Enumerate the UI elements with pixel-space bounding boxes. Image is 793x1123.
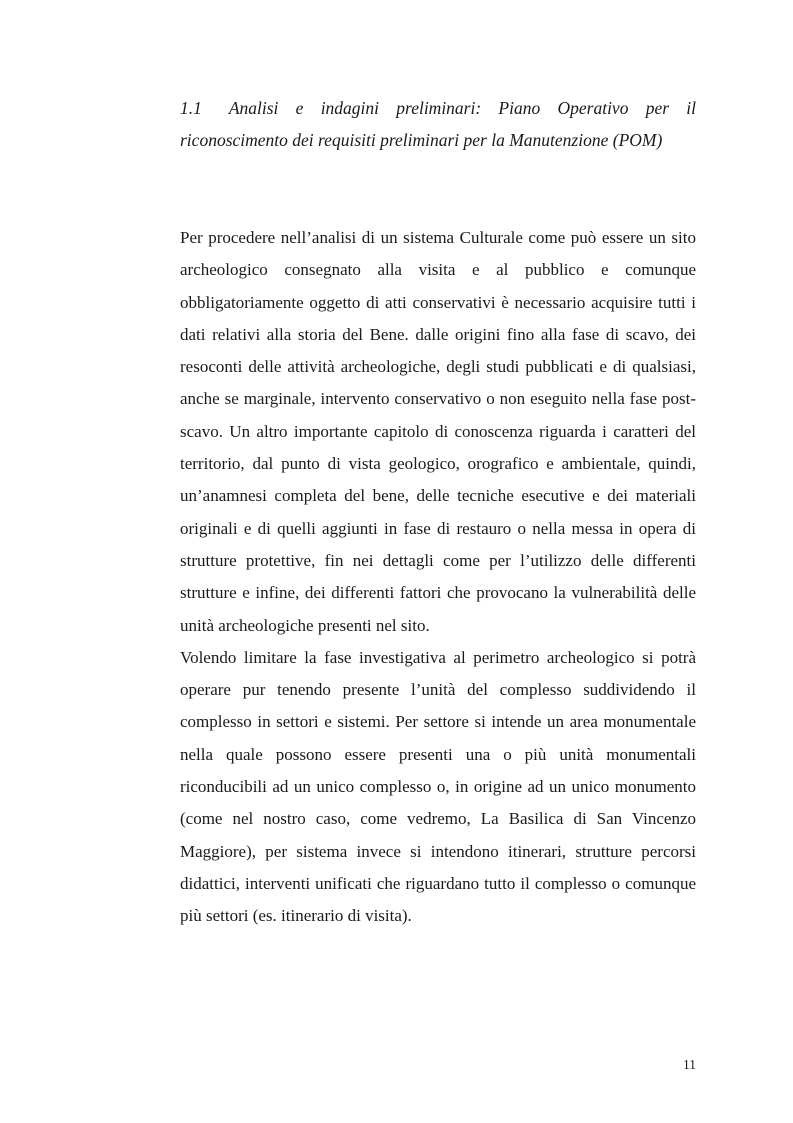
section-number: 1.1	[180, 98, 202, 118]
body-text	[180, 222, 696, 933]
section-title: Analisi e indagini preliminari: Piano Operativo per il riconoscimento dei requisiti preliminari per la Manutenzione (POM)	[180, 98, 697, 150]
paragraph: Volendo limitare la fase investigativa al perimetro archeologico si potrà operare pur tenendo presente l’unità del complesso suddividendo il complesso in settori e sistemi. Per settore si intende un area monumentale nella quale possono essere presenti una o più unità monumentali riconducibili ad un unico complesso o, in origine ad un unico monumento (come nel nostro caso, come vedremo, La Basilica di San Vincenzo Maggiore), per sistema invece si intendono itinerari, strutture percorsi didattici, interventi unificati che riguardano tutto il complesso o comunque più settori (es. itinerario di visita).	[180, 647, 696, 926]
section-heading	[180, 92, 696, 156]
paragraph: Per procedere nell’analisi di un sistema Culturale come può essere un sito archeologico consegnato alla visita e al pubblico e comunque obbligatoriamente oggetto di atti conservativi è necessario acquisire tutti i dati relativi alla storia del Bene. dalle origini fino alla fase di scavo, dei resoconti delle attività archeologiche, degli studi pubblicati e di qualsiasi, anche se marginale, intervento conservativo o non eseguito nella fase post-scavo. Un altro importante capitolo di conoscenza riguarda i caratteri del territorio, dal punto di vista geologico, orografico e ambientale, quindi, un’anamnesi completa del bene, delle tecniche esecutive e dei materiali originali e di quelli aggiunti in fase di restauro o nella messa in opera di strutture protettive, fin nei dettagli come per l’utilizzo delle differenti strutture e infine, dei differenti fattori che provocano la vulnerabilità delle unità archeologiche presenti nel sito.	[180, 228, 696, 635]
page-number: 11	[683, 1057, 696, 1072]
